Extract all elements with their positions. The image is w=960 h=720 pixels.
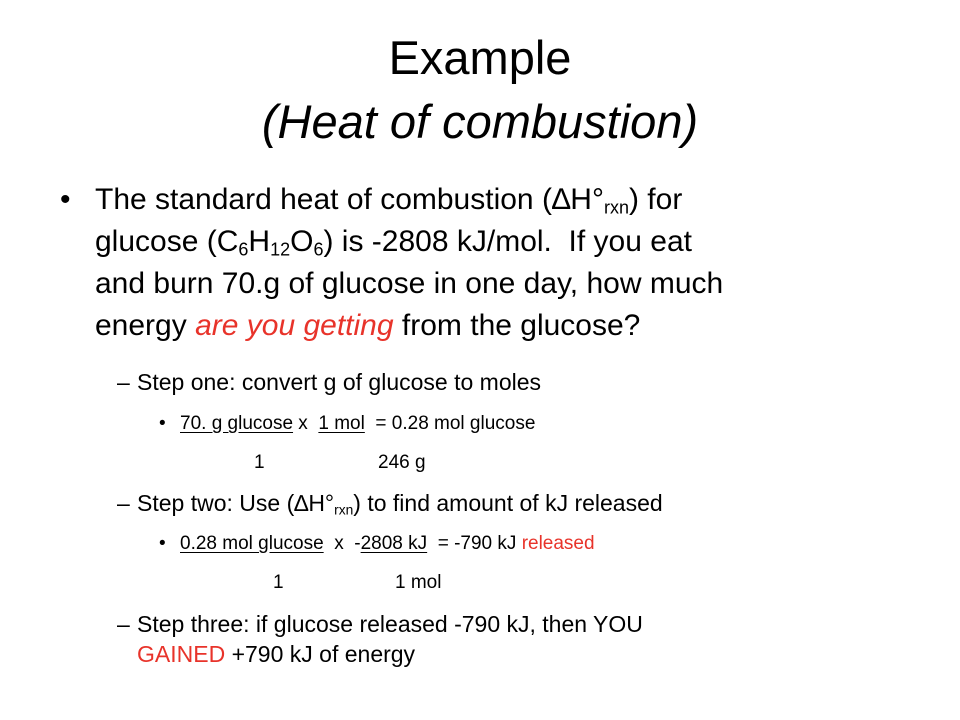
main-line-3: and burn 70.g of glucose in one day, how much <box>95 267 724 300</box>
step1-calculation: 70. g glucose x 1 mol = 0.28 mol glucose <box>180 413 536 434</box>
step3-line-2: GAINED +790 kJ of energy <box>137 641 416 667</box>
step2-denominator-1: 1 <box>273 572 284 593</box>
step1-dash: – <box>117 369 130 395</box>
step3-line-1: Step three: if glucose released -790 kJ, then YOU <box>137 611 643 637</box>
step1-denominator-1: 1 <box>254 452 265 473</box>
step1-denominator-2: 246 g <box>378 452 426 473</box>
main-line-2: glucose $(C_6H_{12}O_6)$ is -2808 kJ/mol. If you eat <box>95 225 692 260</box>
step2-calculation: 0.28 mol glucose x -2808 kJ = -790 kJ released <box>180 533 595 554</box>
main-paragraph <box>95 179 723 347</box>
slide-title <box>0 26 960 154</box>
step3-text <box>137 609 643 669</box>
main-line-1: The standard heat of combustion $(\Delta H^\circ_{rxn})$ for <box>95 183 683 218</box>
step2-label: Step two: Use $(\Delta H^\circ_{rxn})$ to find amount of kJ released <box>137 490 663 518</box>
step1-label: Step one: convert g of glucose to moles <box>137 369 542 395</box>
step2-denominator-2: 1 mol <box>395 572 442 593</box>
step2-dash: – <box>117 490 130 516</box>
main-bullet: • <box>60 183 71 216</box>
step2-sub-bullet: • <box>159 533 166 554</box>
step3-dash: – <box>117 611 130 637</box>
title-line-2: (Heat of combustion) <box>261 95 699 148</box>
step1-sub-bullet: • <box>159 413 166 434</box>
main-line-4: energy are you getting from the glucose? <box>95 309 641 342</box>
title-line-1: Example <box>388 31 572 84</box>
